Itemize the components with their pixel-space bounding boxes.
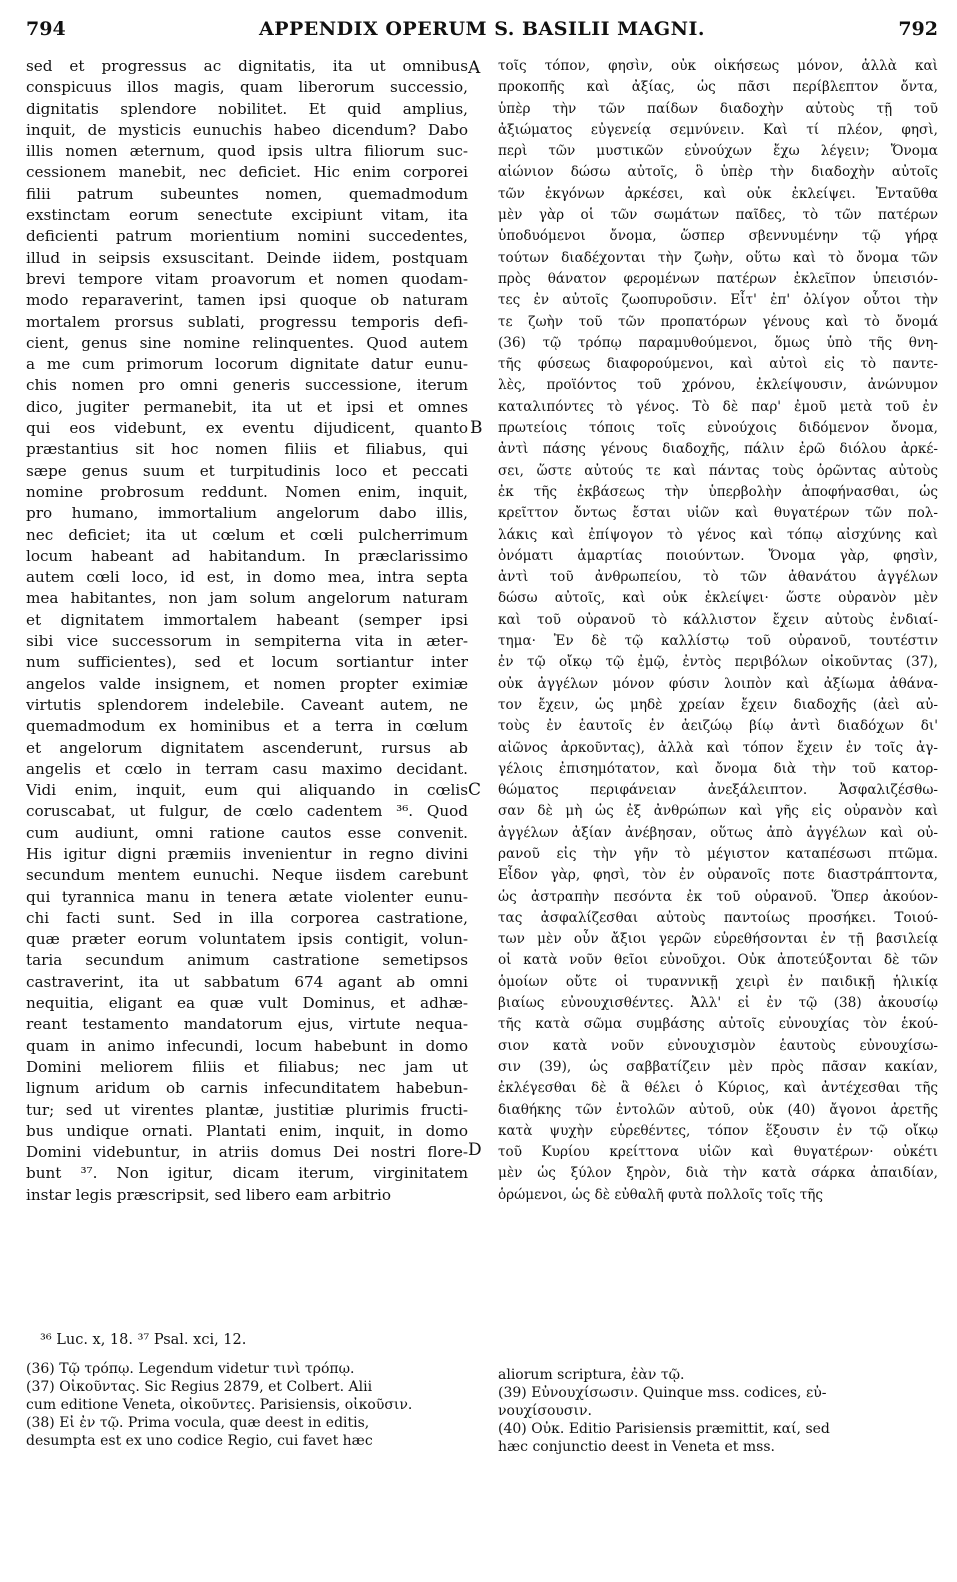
greek-text-line: περὶ τῶν μυστικῶν εὐνούχων ἔχω λέγειν; Ὄνομα xyxy=(498,143,938,160)
greek-text-line: σιον κατὰ νοῦν εὐνουχισμὸν ἑαυτοὺς εὐνουχίσω- xyxy=(498,1037,938,1054)
latin-text-line: tur; sed ut virentes plantæ, justitiæ plurimis fructi- xyxy=(26,1100,468,1119)
scripture-references: ³⁶ Luc. x, 18. ³⁷ Psal. xci, 12. xyxy=(40,1332,247,1348)
greek-text-line: ἀντὶ πάσης γένους διαδοχῆς, πάλιν ἐρῶ διόλου ἀρκέ- xyxy=(498,441,938,458)
greek-text-line: τε ζωὴν τοῦ τῶν προπατόρων γένους καὶ τὸ ὄνομά xyxy=(498,313,938,330)
greek-text-line: πρωτείοις τόποις τοῖς εὐνούχοις διδόμενον ὄνομα, xyxy=(498,420,938,437)
latin-text-line: locum habeant ad habitandum. In præclarissimo xyxy=(26,546,468,565)
latin-text-line: angelis et cœlo in terram casu maximo decidant. xyxy=(26,759,468,778)
latin-text-line: deficienti patrum morientium nomini succedentes, xyxy=(26,227,468,246)
footnote-line: (37) Οἰκοῦντας. Sic Regius 2879, et Colbert. Alii xyxy=(26,1379,373,1395)
margin-marker-c: C xyxy=(468,780,482,800)
latin-text-line: dico, jugiter permanebit, ita ut et ipsi et omnes xyxy=(26,397,468,416)
greek-text-line: βιαίως εὐνουχισθέντες. Ἀλλ' εἰ ἐν τῷ (38) ἀκουσίῳ xyxy=(498,995,938,1012)
greek-text-line: Εἶδον γὰρ, φησὶ, τὸν ἐν οὐρανοῖς ποτε διαστράπτοντα, xyxy=(498,867,938,884)
greek-text-line: ἀξιώματος εὐγενείᾳ σεμνύνειν. Καὶ τί πλέον, φησὶ, xyxy=(498,121,938,138)
greek-text-line: καταλιπόντες τὸ γένος. Τὸ δὲ παρ' ἐμοῦ μετὰ τοῦ ἐν xyxy=(498,398,938,415)
greek-text-line: τῆς κατὰ σῶμα συμβάσης αὐτοῖς εὐνουχίας τὸν ἑκού- xyxy=(498,1016,938,1033)
greek-text-line: τες ἐν αὐτοῖς ζωοπυροῦσιν. Εἶτ' ἐπ' ὀλίγον οὗτοι τὴν xyxy=(498,292,938,309)
footnote-line: νουχίσουσιν. xyxy=(498,1403,592,1419)
latin-text-line: castraverint, ita ut sabbatum 674 agant ab omni xyxy=(26,972,468,991)
latin-text-line: angelos valde insignem, et nomen propter eximiæ xyxy=(26,674,468,693)
latin-text-line: dignitatis splendore nobilitet. Et quid amplius, xyxy=(26,99,468,118)
greek-text-line: σει, ὥστε αὐτούς τε καὶ πάντας τοὺς ὁρῶντας αὐτοὺς xyxy=(498,462,938,479)
latin-column xyxy=(26,56,468,1206)
latin-text-line: sibi vice successorum in sempiterna vita in æter- xyxy=(26,632,468,651)
latin-text-line: illud in seipsis exsuscitant. Deinde iidem, postquam xyxy=(26,248,468,267)
greek-text-line: τοὺς ἐν ἑαυτοῖς ἐν ἀειζώῳ βίῳ ἀντὶ διαδόχων δι' xyxy=(498,718,938,735)
greek-text-line: οὐκ ἀγγέλων μόνον φύσιν λοιπὸν καὶ ἀξίωμα ἀθάνα- xyxy=(498,675,938,692)
greek-text-line: ὁρώμενοι, ὡς δὲ εὐθαλῆ φυτὰ πολλοῖς τοῖς τῆς xyxy=(498,1186,823,1203)
latin-text-line: quemadmodum ex hominibus et a terra in cœlum xyxy=(26,717,468,736)
running-title: APPENDIX OPERUM S. BASILII MAGNI. xyxy=(258,18,705,40)
latin-text-line: exstinctam eorum senectute excipiunt vitam, ita xyxy=(26,206,468,225)
latin-text-line: virtutis splendorem indelebile. Caveant autem, ne xyxy=(26,695,468,714)
margin-marker-a: A xyxy=(468,58,481,78)
running-header xyxy=(26,18,938,44)
greek-text-line: μὲν ὡς ξύλον ξηρὸν, διὰ τὴν κατὰ σάρκα ἀπαιδίαν, xyxy=(498,1165,938,1182)
greek-text-line: ἐκλέγεσθαι δὲ ἃ θέλει ὁ Κύριος, καὶ ἀντέχεσθαι τῆς xyxy=(498,1080,938,1097)
latin-text-line: pro humano, immortalium angelorum dabo illis, xyxy=(26,504,468,523)
latin-text-line: lignum aridum ob carnis infecunditatem habebun- xyxy=(26,1079,468,1098)
margin-marker-b: B xyxy=(470,418,483,438)
latin-text-line: coruscabat, ut fulgur, de cœlo cadentem ³⁶. Quod xyxy=(26,802,468,821)
footnote-line: (38) Εἰ ἐν τῷ. Prima vocula, quæ deest in editis, xyxy=(26,1415,370,1431)
greek-text-line: αἰώνιον δώσω αὐτοῖς, ὃ ὑπὲρ τὴν διαδοχὴν αὐτοῖς xyxy=(498,164,938,181)
greek-column xyxy=(498,56,938,1206)
footnote-line: aliorum scriptura, ἐὰν τῷ. xyxy=(498,1367,685,1383)
greek-text-line: τῆς φύσεως διαφορούμενοι, καὶ αὐτοὶ εἰς τὸ παντε- xyxy=(498,356,938,373)
latin-text-line: sed et progressus ac dignitatis, ita ut omnibus xyxy=(26,57,468,75)
greek-text-line: μὲν γὰρ οἱ τῶν σωμάτων παῖδες, τὸ τῶν πατέρων xyxy=(498,207,938,224)
greek-text-line: οἱ κατὰ νοῦν θεῖοι εὐνοῦχοι. Οὐκ ἀποτεύξονται δὲ τῶν xyxy=(498,952,938,969)
greek-text-line: τας ἀσφαλίζεσθαι αὐτοὺς παντοίως προσήκει. Τοιού- xyxy=(498,909,938,926)
latin-text-line: sæpe genus suum et turpitudinis loco et peccati xyxy=(26,461,468,480)
latin-text-line: Vidi enim, inquit, eum qui aliquando in cœlis xyxy=(26,781,468,800)
latin-text-line: chi facti sunt. Sed in illa corporea castratione, xyxy=(26,908,468,927)
latin-text-line: num sufficientes), sed et locum sortiantur inter xyxy=(26,653,468,672)
latin-text-line: autem cœli loco, id est, in domo mea, intra septa xyxy=(26,568,468,587)
latin-text-line: Domini videbuntur, in atriis domus Dei nostri flore- xyxy=(26,1143,468,1162)
latin-text-line: reant testamento mandatorum ejus, virtute nequa- xyxy=(26,1015,468,1034)
latin-text-line: cessionem manebit, nec deficiet. Hic enim corporei xyxy=(26,163,468,182)
latin-text-line: quam in animo infecundi, locum habebunt in domo xyxy=(26,1036,468,1055)
latin-text-line: quæ præter eorum voluntatem ipsis contigit, volun- xyxy=(26,930,468,949)
footnote-line: cum editione Veneta, οἰκοῦντες. Parisiensis, οἰκοῦσιν. xyxy=(26,1397,413,1413)
latin-text-line: præstantius sit hoc nomen filiis et filiabus, qui xyxy=(26,440,468,459)
latin-text-line: qui tyrannica manu in tenera ætate violenter eunu- xyxy=(26,887,468,906)
footnotes-right xyxy=(498,1366,938,1456)
greek-text-line: καὶ τοῦ οὐρανοῦ τὸ κάλλιστον ἔχειν αὐτοὺς ἐνδιαί- xyxy=(498,611,938,628)
greek-text-line: διαθήκης τῶν ἐντολῶν αὐτοῦ, οὐκ (40) ἄγονοι ἀρετῆς xyxy=(498,1101,938,1118)
latin-text-line: et angelorum dignitatem ascenderunt, rursus ab xyxy=(26,738,468,757)
greek-text-line: ὡς ἀστραπὴν πεσόντα ἐκ τοῦ οὐρανοῦ. Ὅπερ ἀκούον- xyxy=(498,888,938,905)
greek-text-line: ἐν τῷ οἴκῳ τῷ ἐμῷ, ἐντὸς περιβόλων οἰκοῦντας (37), xyxy=(498,654,938,671)
margin-marker-d: D xyxy=(468,1140,482,1160)
latin-text-line: secundum mentem eunuchi. Neque iisdem carebunt xyxy=(26,866,468,885)
latin-text-line: instar legis præscripsit, sed libero eam arbitrio xyxy=(26,1185,392,1204)
greek-text-line: ἀντὶ τοῦ ἀνθρωπείου, τὸ τῶν ἀθανάτου ἀγγέλων xyxy=(498,569,938,586)
latin-text-line: nequitia, eligant ea quæ vult Dominus, et adhæ- xyxy=(26,994,468,1013)
page-number-right: 792 xyxy=(898,18,938,40)
greek-text-line: δώσω αὐτοῖς, καὶ οὐκ ἐκλείψει· ὥστε οὐρανὸν μὲν xyxy=(498,590,938,607)
greek-text-line: τοῖς τόπον, φησὶν, οὐκ οἰκήσεως μόνον, ἀλλὰ καὶ xyxy=(498,58,938,74)
latin-text-line: His igitur digni præmiis invenientur in regno divini xyxy=(26,844,468,863)
greek-text-line: προκοπῆς καὶ ἀξίας, ὡς πᾶσι περίβλεπτον ὄντα, xyxy=(498,79,938,96)
latin-text-line: bunt ³⁷. Non igitur, dicam iterum, virginitatem xyxy=(26,1164,468,1183)
page-number-left: 794 xyxy=(26,18,66,40)
greek-text-line: πρὸς θάνατον φερομένων πατέρων ἐκλεῖπον ὑπεισιόν- xyxy=(498,270,938,287)
latin-text-line: a me cum primorum locorum dignitate datur eunu- xyxy=(26,355,468,374)
greek-text-line: των μὲν οὖν ἄξιοι γερῶν εὑρεθήσονται ἐν τῇ βασιλείᾳ xyxy=(498,931,938,948)
greek-text-line: θώματος περιφάνειαν ἀνεξάλειπτον. Ἀσφαλιζέσθω- xyxy=(498,782,938,799)
greek-text-line: ἀγγέλων ἀξίαν ἀνέβησαν, οὕτως ἀπὸ ἀγγέλων καὶ οὐ- xyxy=(498,824,938,841)
latin-text-line: cient, genus sine nomine relinquentes. Quod autem xyxy=(26,333,468,352)
latin-text-line: nec deficiet; ita ut cœlum et cœli pulcherrimum xyxy=(26,525,468,544)
greek-text-line: (36) τῷ τρόπῳ παραμυθούμενοι, ὅμως ὑπὸ τῆς θνη- xyxy=(498,334,938,351)
greek-text-line: λάκις καὶ ἐπίψογον τὸ γένος καὶ τόπῳ αἰσχύνης καὶ xyxy=(498,526,938,543)
latin-text-line: modo reparaverint, tamen ipsi quoque ob naturam xyxy=(26,291,468,310)
greek-text-line: κρεῖττον ὄντως ἔσται υἱῶν καὶ θυγατέρων τῶν πολ- xyxy=(498,505,938,522)
footnote-line: (36) Τῷ τρόπῳ. Legendum videtur τινὶ τρόπῳ. xyxy=(26,1361,355,1377)
greek-text-line: λὲς, προϊόντος τοῦ χρόνου, ἐκλείψουσιν, ἀνώνυμον xyxy=(498,377,938,394)
footnote-line: (39) Εὐνουχίσωσιν. Quinque mss. codices, εὐ- xyxy=(498,1385,827,1401)
latin-text-line: illis nomen æternum, quod ipsis ultra filiorum suc- xyxy=(26,142,468,161)
latin-text-line: taria secundum animum castratione semetipsos xyxy=(26,951,468,970)
greek-text-line: γέλοις ἐπισημότατον, καὶ ὄνομα διὰ τὴν τοῦ κατορ- xyxy=(498,760,938,777)
greek-text-line: τούτων διαδέχονται τὴν ζωὴν, οὕτω καὶ τὸ ὄνομα τῶν xyxy=(498,249,938,266)
footnote-line: hæc conjunctio deest in Veneta et mss. xyxy=(498,1439,775,1455)
greek-text-line: τον ἔχειν, ὡς μηδὲ χρείαν ἔχειν διαδοχῆς (ἀεὶ αὐ- xyxy=(498,696,938,713)
greek-text-line: ρανοῦ εἰς τὴν γῆν τὸ μέγιστον καταπέσωσι πτῶμα. xyxy=(498,845,938,862)
latin-text-line: inquit, de mysticis eunuchis habeo dicendum? Dabo xyxy=(26,120,468,139)
greek-text-line: αἰῶνος ἀρκοῦντας), ἀλλὰ καὶ τόπον ἔχειν ἐν τοῖς ἀγ- xyxy=(498,739,938,756)
greek-text-line: ὁμοίων οὔτε οἱ τυραννικῇ χειρὶ ἐν παιδικῇ ἡλικίᾳ xyxy=(498,973,938,990)
greek-text-line: σαν δὲ μὴ ὡς ἐξ ἀνθρώπων καὶ γῆς εἰς οὐρανὸν καὶ xyxy=(498,803,938,820)
latin-text-line: qui eos videbunt, ex eventu dijudicent, quanto xyxy=(26,419,468,438)
footnotes-left xyxy=(26,1360,468,1450)
latin-text-line: mea habitantes, non jam solum angelorum naturam xyxy=(26,589,468,608)
footnote-line: (40) Οὐκ. Editio Parisiensis præmittit, καί, sed xyxy=(498,1421,830,1437)
latin-text-line: chis nomen pro omni generis successione, iterum xyxy=(26,376,468,395)
latin-text-line: et dignitatem immortalem habeant (semper ipsi xyxy=(26,610,468,629)
greek-text-line: τῶν ἐκγόνων ἀρκέσει, καὶ οὐκ ἐκλείψει. Ἐνταῦθα xyxy=(498,185,938,202)
greek-text-line: ὀνόματι ἁμαρτίας ποιούντων. Ὄνομα γὰρ, φησὶν, xyxy=(498,547,938,564)
greek-text-line: κατὰ ψυχὴν εὑρεθέντες, τόπον ἕξουσιν ἐν τῷ οἴκῳ xyxy=(498,1122,938,1139)
greek-text-line: ὑποδυόμενοι ὄνομα, ὥσπερ σβεννυμένην τῷ γήρᾳ xyxy=(498,228,938,245)
latin-text-line: conspicuus illos magis, quam liberorum successio, xyxy=(26,78,468,97)
greek-text-line: ὑπὲρ τὴν τῶν παίδων διαδοχὴν αὐτοὺς τῇ τοῦ xyxy=(498,100,938,117)
latin-text-line: Domini meliorem filiis et filiabus; nec jam ut xyxy=(26,1057,468,1076)
latin-text-line: filii patrum subeuntes nomen, quemadmodum xyxy=(26,184,468,203)
greek-text-line: τοῦ Κυρίου κρείττονα υἱῶν καὶ θυγατέρων· οὐκέτι xyxy=(498,1144,938,1161)
latin-text-line: brevi tempore vitam proavorum et nomen quodam- xyxy=(26,269,468,288)
greek-text-line: ἐκ τῆς ἐκβάσεως τὴν ὑπερβολὴν ἀποφήνασθαι, ὡς xyxy=(498,483,938,500)
latin-text-line: nomine probrosum reddunt. Nomen enim, inquit, xyxy=(26,482,468,501)
footnote-line: desumpta est ex uno codice Regio, cui favet hæc xyxy=(26,1433,373,1449)
latin-text-line: mortalem prorsus sublati, progressu temporis defi- xyxy=(26,312,468,331)
greek-text-line: τημα· Ἐν δὲ τῷ καλλίστῳ τοῦ οὐρανοῦ, τουτέστιν xyxy=(498,633,938,650)
greek-text-line: σιν (39), ὡς σαββατίζειν μὲν πρὸς πᾶσαν κακίαν, xyxy=(498,1058,938,1075)
latin-text-line: cum audiunt, omni ratione cautos esse convenit. xyxy=(26,823,468,842)
latin-text-line: bus undique ornati. Plantati enim, inquit, in domo xyxy=(26,1121,468,1140)
